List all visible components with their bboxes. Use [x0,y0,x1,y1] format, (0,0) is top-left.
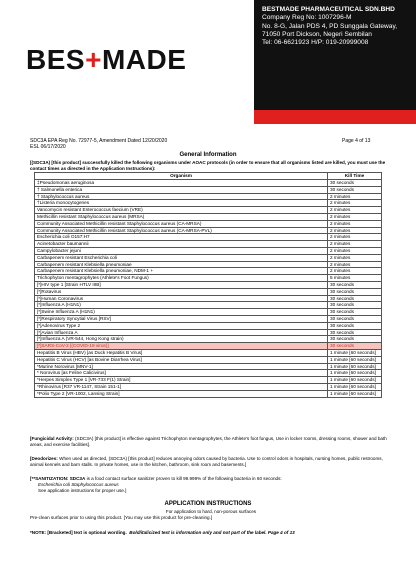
kill-time-cell: 2 minutes [328,254,382,261]
company-info-box [254,0,416,110]
organism-cell: [*]Swine Influenza A (H1N1) [35,309,328,316]
table-row [35,309,382,316]
organism-cell: Community Associated Methicillin resistant Staphylococcus aureus (CA-MRSA-PVL) [35,227,328,234]
table-row [35,302,382,309]
organism-cell: †Listeria monocytogenes [35,200,328,207]
company-address-1: No. 8-G, Jalan PDS 4, PD Sunggala Gateway, [262,22,398,30]
kill-time-cell: 1 minute [60 seconds] [328,377,382,384]
organism-cell: Hepatitis B Virus (HBV) [as Duck Hepatitis B Virus] [35,349,328,356]
page-number: Page 4 of 13 [342,138,371,144]
kill-time-cell: 30 seconds [328,322,382,329]
table-row [35,281,382,288]
organism-cell: Methicillin resistant Staphylococcus aureus (MRSA) [35,213,328,220]
table-row [35,322,382,329]
table-row [35,241,382,248]
company-reg: Company Reg No: 1007296-M [262,14,352,22]
kill-time-cell: 2 minutes [328,200,382,207]
table-row [35,288,382,295]
organism-table-body [35,180,382,398]
table-row [35,227,382,234]
kill-time-cell: 30 seconds [328,343,382,350]
organism-cell: *Herpes Simplex Type 1 [VR-733 F(1) Strain] [35,377,328,384]
table-row [35,377,382,384]
organism-cell: † Salmonella enterica [35,186,328,193]
organism-cell: [*]Human Coronavirus [35,295,328,302]
kill-time-cell: 30 seconds [328,281,382,288]
organism-cell: [*]Avian Influenza A [35,329,328,336]
kill-time-cell: 2 minutes [328,241,382,248]
organism-cell: [*]Adenovirus Type 2 [35,322,328,329]
organism-cell: [*]Respiratory Syncytial Virus [RSV] [35,315,328,322]
organism-cell: *Polio Type 2 [VR-1002, Lansing Strain] [35,390,328,397]
table-row [35,261,382,268]
table-row [35,180,382,187]
table-row [35,390,382,397]
epa-reg-line: SDC3A EPA Reg No. 72977-5, Amendment Dated 12/20/2020 [30,138,168,144]
kill-time-cell: 1 minute [60 seconds] [328,370,382,377]
application-title: APPLICATION INSTRUCTIONS [164,501,252,507]
red-cross-icon: + [85,44,102,75]
table-row [35,315,382,322]
general-info-title: General Information [179,152,237,158]
table-row [35,343,382,350]
general-info-intro: [(SDC3A) [this product] successfully killed the following organisms under AOAC protocols (in order to ensure that all organisms listed are killed, you must use the contact times as directed in the Application Instructions): [30,160,386,171]
red-accent-stripe [254,110,416,124]
table-row [35,193,382,200]
kill-time-cell: 2 minutes [328,220,382,227]
organism-cell: [*]SARS-CoV-2 [(COVID-19 virus)] [35,343,328,350]
sanitization-see: See application instructions for proper use.] [38,488,127,493]
table-row [35,186,382,193]
organism-cell: Vancomycin resistant Enterococcus faecium (VRE) [35,207,328,214]
organism-cell: Escherichia coli O157:H7 [35,234,328,241]
header-kill-time: Kill Time [328,173,382,180]
kill-time-cell: 30 seconds [328,288,382,295]
organism-cell: Carbapenem resistant Klebsiella pneumoniae [35,261,328,268]
kill-time-cell: 30 seconds [328,180,382,187]
table-row [35,254,382,261]
kill-time-cell: 2 minutes [328,261,382,268]
company-address-2: 71050 Port Dickson, Negeri Sembilan [262,30,372,38]
bestmade-logo: BES+MADE [26,44,187,75]
organism-cell: Acinetobacter baumannii [35,241,328,248]
kill-time-cell: 30 seconds [328,186,382,193]
table-row [35,220,382,227]
organism-cell: Campylobacter jejuni [35,247,328,254]
doc-meta-left [30,138,167,151]
application-line-1: For application to hard, non-porous surfaces [165,509,257,514]
company-name: BESTMADE PHARMACEUTICAL SDN.BHD [262,6,395,13]
sanitization-note: [**SANITIZATION: SDC3A is a food contact surface sanitizer proven to kill 99.999% of the following bacteria in 60 seconds: Escherichia coli Staphylococcus aureus See application instructions for proper use.] [30,476,392,494]
organism-table [34,172,382,398]
organism-cell: *Rhinovirus [R37 VR-1147, Strain 151-1] [35,383,328,390]
table-row [35,370,382,377]
application-line-2: Pre-clean surfaces prior to using this product. [You may use this product for pre-cleaning.] [30,515,213,520]
kill-time-cell: 30 seconds [328,336,382,343]
letterhead [0,0,416,124]
deodorizes-note: [Deodorizes: When used as directed, (SDC3A) [this product] reduces annoying odors caused by bacteria. Use to control odors in hospitals, nursing homes, public restrooms, animal kennels and barn stalls. In private homes, use in the kitchen, bathroom, sink room and basements.] [30,456,383,467]
organism-cell: Trichophyton mentagrophytes (Athlete's Foot Fungus) [35,275,328,282]
kill-time-cell: 2 minutes [328,268,382,275]
esl-line: ESL 06/17/2020 [30,144,66,151]
kill-time-cell: 1 minute [60 seconds] [328,356,382,363]
kill-time-cell: 1 minute [60 seconds] [328,363,382,370]
kill-time-cell: 30 seconds [328,329,382,336]
table-row [35,363,382,370]
table-row [35,329,382,336]
kill-time-cell: 1 minute [60 seconds] [328,383,382,390]
kill-time-cell: 30 seconds [328,309,382,316]
table-row [35,383,382,390]
footer-note: *NOTE: [Bracketed] text is optional wording. Bold/italicized text is information only and not part of the label. Page 4 of 13 [30,530,295,535]
table-header-row [35,173,382,180]
company-phone: Tel: 06-6621923 H/P: 019-20999008 [262,39,369,47]
kill-time-cell: 2 minutes [328,227,382,234]
application-body [30,509,392,521]
header-organism: Organism [35,173,328,180]
organism-cell: [*]Rotavirus [35,288,328,295]
kill-time-cell: 1 minute [60 seconds] [328,349,382,356]
organism-cell: Carbapenem resistant Escherichia coli [35,254,328,261]
kill-time-cell: 30 seconds [328,302,382,309]
organism-cell: *Murine Norovirus [MNV-1] [35,363,328,370]
kill-time-cell: 2 minutes [328,213,382,220]
table-row [35,336,382,343]
organism-cell: [*]Influenza A (VR-544, Hong Kong strain) [35,336,328,343]
kill-time-cell: 2 minutes [328,207,382,214]
table-row [35,234,382,241]
kill-time-cell: 30 seconds [328,315,382,322]
kill-time-cell: 5 minutes [328,275,382,282]
organism-cell: * Norovirus [as Feline Calicivirus] [35,370,328,377]
fungicidal-note: [Fungicidal Activity: (SDC3A) [this product] is effective against Trichophyton mentagrophytes, the Athlete's foot fungus, Use in locker rooms, dressing rooms, shower and bath areas, and exercise facilities]. [30,436,387,447]
table-row [35,200,382,207]
organism-cell: Carbapenem resistant Klebsiella pneumoniae, NDM-1 + [35,268,328,275]
organism-cell: ‡Pseudomonas aeruginosa [35,180,328,187]
table-row [35,275,382,282]
table-row [35,268,382,275]
kill-time-cell: 2 minutes [328,234,382,241]
organism-cell: Hepatitis C Virus (HCV) [as Bovine Diarrhea Virus] [35,356,328,363]
table-row [35,207,382,214]
table-row [35,247,382,254]
table-row [35,213,382,220]
organism-cell: [*]Influenza A (H1N1) [35,302,328,309]
kill-time-cell: 30 seconds [328,295,382,302]
organism-cell: [*]HIV type 1 [Strain HTLV IIIB] [35,281,328,288]
kill-time-cell: 2 minutes [328,193,382,200]
table-row [35,356,382,363]
sanitization-organisms: Escherichia coli Staphylococcus aureus [38,482,119,487]
table-row [35,349,382,356]
kill-time-cell: 2 minutes [328,247,382,254]
organism-cell: Community Associated Methicillin resistant Staphylococcus aureus (CA-MRSA) [35,220,328,227]
kill-time-cell: 1 minute [60 seconds] [328,390,382,397]
organism-cell: † Staphylococcus aureus [35,193,328,200]
table-row [35,295,382,302]
